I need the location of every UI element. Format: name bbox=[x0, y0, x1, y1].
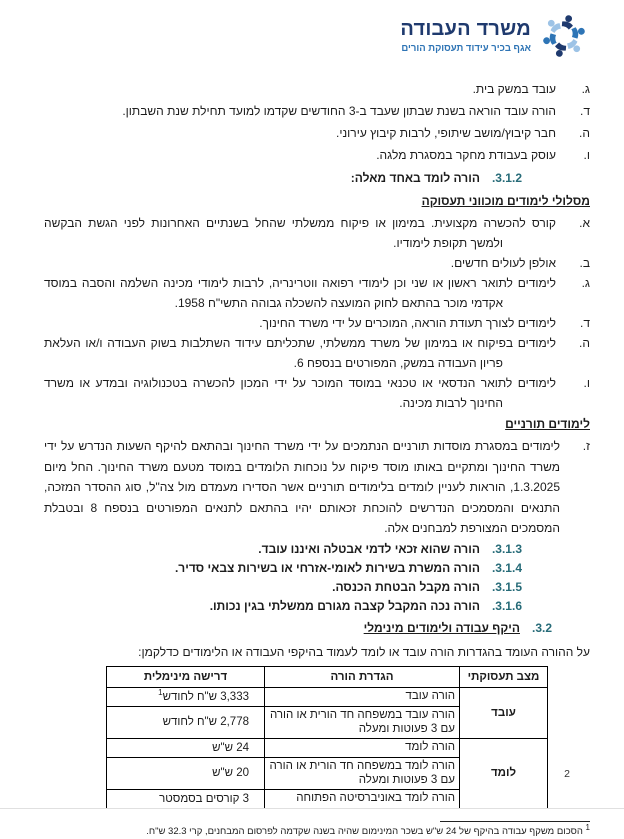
ministry-logo-icon bbox=[538, 10, 590, 62]
list-item bbox=[44, 313, 590, 333]
section-heading-3-1-5 bbox=[44, 579, 590, 596]
item-marker: א. bbox=[579, 216, 590, 230]
section-number: 3.2. bbox=[531, 620, 552, 635]
list-item bbox=[44, 78, 590, 100]
section-title: הורה נכה המקבל קצבה מגורם ממשלתי בגין נכותו. bbox=[209, 598, 480, 613]
list-item bbox=[44, 273, 590, 313]
eligibility-table bbox=[106, 666, 548, 809]
paragraph-torani bbox=[44, 436, 590, 539]
requirement-cell: 24 ש"ש bbox=[107, 738, 265, 757]
item-marker: ד. bbox=[580, 104, 590, 118]
item-marker: ג. bbox=[581, 82, 590, 96]
requirement-value: 3,333 ש"ח לחודש bbox=[162, 690, 249, 703]
subheading-torani-studies: לימודים תורניים bbox=[505, 417, 590, 431]
section-heading-3-2 bbox=[44, 618, 590, 639]
item-text: אולפן לעולים חדשים. bbox=[450, 256, 556, 270]
sections-31x bbox=[44, 541, 590, 615]
page-number: 2 bbox=[564, 768, 570, 780]
item-text: לימודים בפיקוח או במימון של משרד ממשלתי, שתכליתם עידוד השתלבות בשוק העבודה ו/או העלאת פריון העבודה במשק, המפורטים בנספח 6. bbox=[44, 336, 556, 370]
item-marker: ד. bbox=[580, 316, 590, 330]
footnote-separator bbox=[440, 821, 590, 822]
table-row bbox=[107, 738, 548, 757]
item-text: לימודים לתואר הנדסאי או טכנאי במוסד המוכר על ידי המכון להכשרה בטכנולוגיה ובמדע או משרד החינוך לרבות מכינה. bbox=[44, 376, 556, 410]
section-number: 3.1.6. bbox=[491, 598, 522, 613]
item-text: לימודים לצורך תעודת הוראה, המוכרים על ידי משרד החינוך. bbox=[259, 316, 556, 330]
item-text: עובד במשק בית. bbox=[472, 82, 556, 96]
list-item bbox=[44, 333, 590, 373]
table-header-row bbox=[107, 666, 548, 687]
list-top bbox=[44, 78, 590, 166]
section-number: 3.1.4. bbox=[491, 560, 522, 575]
status-cell-student: לומד bbox=[460, 738, 548, 808]
list-item bbox=[44, 144, 590, 166]
table-intro-text: על ההורה העומד בהגדרות הורה עובד או לומד לעמוד בהיקפי העבודה או הלימודים כדלקמן: bbox=[138, 644, 590, 659]
definition-cell: הורה עובד bbox=[265, 687, 460, 706]
requirement-cell: 2,778 ש"ח לחודש bbox=[107, 706, 265, 738]
section-title: הורה המשרת בשירות לאומי-אזרחי או בשירות צבאי סדיר. bbox=[174, 560, 480, 575]
list-item bbox=[44, 100, 590, 122]
footnote-ref: 1 bbox=[158, 687, 163, 697]
item-marker: ה. bbox=[579, 336, 590, 350]
item-marker: ז. bbox=[582, 439, 590, 453]
division-subtitle: אגף בכיר עידוד תעסוקת הורים bbox=[401, 43, 531, 54]
section-heading-3-1-6 bbox=[44, 598, 590, 615]
ministry-title: משרד העבודה bbox=[400, 18, 531, 40]
item-marker: ו. bbox=[583, 148, 590, 162]
item-text: עוסק בעבודת מחקר במסגרת מלגה. bbox=[376, 148, 556, 162]
section-number: 3.1.5. bbox=[491, 579, 522, 594]
item-text: קורס להכשרה מקצועית. במימון או פיקוח ממשלתי שהחל בשנתיים האחרונות לפני הגשת הבקשה ולמשך תקופת לימודיו. bbox=[44, 216, 556, 250]
section-title: הורה מקבל הבטחת הכנסה. bbox=[332, 579, 480, 594]
section-title: היקף עבודה ולימודים מינימלי bbox=[363, 620, 520, 635]
list-item bbox=[44, 122, 590, 144]
footnote-ref: 1 bbox=[585, 822, 590, 832]
status-cell-worker: עובד bbox=[460, 687, 548, 738]
requirement-cell: 3 קורסים בסמסטר bbox=[107, 789, 265, 808]
header-cell-definition: הגדרת הורה bbox=[265, 666, 460, 687]
footnote bbox=[44, 822, 590, 839]
item-marker: ו. bbox=[583, 376, 590, 390]
section-title: הורה לומד באחד מאלה: bbox=[350, 171, 480, 185]
table-row bbox=[107, 687, 548, 706]
item-marker: ג. bbox=[581, 276, 590, 290]
section-heading-3-1-3 bbox=[44, 541, 590, 558]
item-marker: ב. bbox=[579, 256, 590, 270]
requirement-cell bbox=[107, 687, 265, 706]
section-heading-3-1-4 bbox=[44, 560, 590, 577]
requirement-cell: 20 ש"ש bbox=[107, 757, 265, 789]
item-text: לימודים במסגרת מוסדות תורניים הנתמכים על ידי משרד החינוך ובהתאם להיקף השעות הנדרש על ידי משרד החינוך ומתקיים באותו מוסד פיקוח על נוכחות הלומדים במוסד מטעם משרד החינוך. החל מיום 1.3.2025, הוראות לעניין לומדים בלימודים תורניים אשר הסדירו מעמדם מול צה"ל, סוג ההסדר המזכה, התנאים והמסמכים הנדרשים להוכחת זכאותם יהיו בהתאם לתנאים המפורטים בנספח 8 ובטבלת המסמכים המצורפת למבחנים אלה. bbox=[44, 439, 560, 535]
ministry-logo bbox=[44, 8, 590, 64]
definition-cell: הורה לומד bbox=[265, 738, 460, 757]
definition-cell: הורה עובד במשפחה חד הורית או הורה עם 3 פעוטות ומעלה bbox=[265, 706, 460, 738]
item-text: הורה עובד הוראה בשנת שבתון שעבד ב-3 החודשים שקדמו למועד תחילת שנת השבתון. bbox=[122, 104, 556, 118]
subheading-employment-tracks: מסלולי לימודים מוכווני תעסוקה bbox=[421, 194, 590, 208]
list-tracks bbox=[44, 213, 590, 413]
item-text: חבר קיבוץ/מושב שיתופי, לרבות קיבוץ עירוני. bbox=[336, 126, 556, 140]
footnote-text: הסכום משקף עבודה בהיקף של 24 ש"ש בשכר המינימום שהיה בשנה שקדמה לפרסום המבחנים, קרי 32.3 ש"ח. bbox=[146, 825, 583, 837]
header-cell-requirement: דרישה מינימלית bbox=[107, 666, 265, 687]
list-item bbox=[44, 373, 590, 413]
item-text: לימודים לתואר ראשון או שני וכן לימודי רפואה ווטרינריה, לרבות לימודי מכינה השלמה והסבה במוסד אקדמי מוכר בהתאם לחוק המועצה להשכלה גבוהה התשי"ח 1958. bbox=[44, 276, 556, 310]
definition-cell: הורה לומד באוניברסיטה הפתוחה bbox=[265, 789, 460, 808]
list-item bbox=[44, 213, 590, 253]
header-cell-status: מצב תעסוקתי bbox=[460, 666, 548, 687]
section-heading-3-1-2 bbox=[44, 168, 590, 189]
definition-cell: הורה לומד במשפחה חד הורית או הורה עם 3 פעוטות ומעלה bbox=[265, 757, 460, 789]
section-title: הורה שהוא זכאי לדמי אבטלה ואיננו עובד. bbox=[258, 541, 480, 556]
item-marker: ה. bbox=[579, 126, 590, 140]
ministry-logo-text bbox=[400, 18, 531, 54]
section-number: 3.1.3. bbox=[491, 541, 522, 556]
list-item bbox=[44, 253, 590, 273]
section-number: 3.1.2. bbox=[491, 171, 522, 185]
